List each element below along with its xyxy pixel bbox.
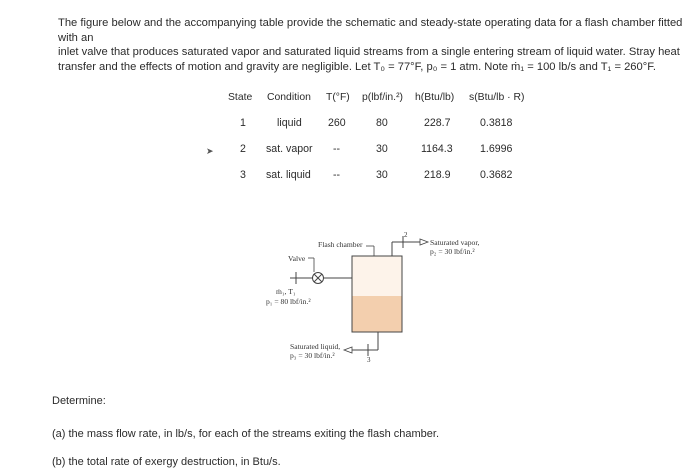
vapor-arrow-icon bbox=[420, 239, 428, 245]
determine-heading: Determine: bbox=[52, 395, 106, 407]
row3-enthalpy: 218.9 bbox=[424, 169, 451, 181]
header-temperature: T(°F) bbox=[326, 92, 350, 103]
header-state: State bbox=[228, 92, 253, 103]
header-pressure: p(lbf/in.²) bbox=[362, 92, 403, 103]
chamber-vapor-region bbox=[352, 256, 402, 296]
state2-label: 2 bbox=[404, 231, 408, 239]
chamber-liquid-region bbox=[352, 296, 402, 332]
problem-line-2: inlet valve that produces saturated vapor and saturated liquid streams from a single entering stream of liquid water. Stray heat bbox=[58, 46, 680, 59]
inlet-label-2: p₁ = 80 lbf/in.² bbox=[266, 297, 311, 306]
row1-entropy: 0.3818 bbox=[480, 117, 513, 129]
row3-condition: sat. liquid bbox=[266, 169, 311, 181]
inlet-label-1: ṁ₁, T₁ bbox=[276, 287, 296, 296]
vapor-label-2: p₂ = 30 lbf/in.² bbox=[430, 247, 475, 256]
row2-pressure: 30 bbox=[376, 143, 388, 155]
liquid-arrow-icon bbox=[344, 347, 352, 353]
row3-pressure: 30 bbox=[376, 169, 388, 181]
header-condition: Condition bbox=[267, 92, 311, 103]
row3-state: 3 bbox=[240, 169, 246, 181]
row1-condition: liquid bbox=[277, 117, 302, 129]
problem-line-1: The figure below and the accompanying table provide the schematic and steady-state operating data for a flash chamber fitted with an bbox=[58, 17, 683, 44]
vapor-label-1: Saturated vapor, bbox=[430, 238, 480, 247]
flash-chamber-label: Flash chamber bbox=[318, 240, 363, 249]
row2-state: 2 bbox=[240, 143, 246, 155]
row2-temperature: -- bbox=[333, 143, 341, 155]
header-enthalpy: h(Btu/lb) bbox=[415, 92, 455, 103]
question-a: (a) the mass flow rate, in lb/s, for each of the streams exiting the flash chamber. bbox=[52, 428, 440, 440]
row3-temperature: -- bbox=[333, 169, 341, 181]
row1-state: 1 bbox=[240, 117, 246, 129]
row2-enthalpy: 1164.3 bbox=[421, 143, 453, 155]
row1-enthalpy: 228.7 bbox=[424, 117, 451, 129]
row3-entropy: 0.3682 bbox=[480, 169, 513, 181]
state3-label: 3 bbox=[367, 356, 371, 364]
problem-line-3: transfer and the effects of motion and gravity are negligible. Let T₀ = 77°F, p₀ = 1 atm. Note ṁ₁ = 100 lb/s and T₁ = 260°F. bbox=[58, 60, 656, 73]
liquid-label-2: p₃ = 30 lbf/in.² bbox=[290, 351, 335, 360]
liquid-label-1: Saturated liquid, bbox=[290, 342, 341, 351]
row1-temperature: 260 bbox=[328, 117, 346, 129]
row1-pressure: 80 bbox=[376, 117, 388, 129]
row2-entropy: 1.6996 bbox=[480, 143, 513, 155]
header-entropy: s(Btu/lb · R) bbox=[469, 92, 525, 103]
question-b: (b) the total rate of exergy destruction, in Btu/s. bbox=[52, 456, 281, 468]
row2-condition: sat. vapor bbox=[266, 143, 313, 155]
pointer-mark-icon: ➤ bbox=[206, 146, 214, 156]
valve-label: Valve bbox=[288, 254, 306, 263]
